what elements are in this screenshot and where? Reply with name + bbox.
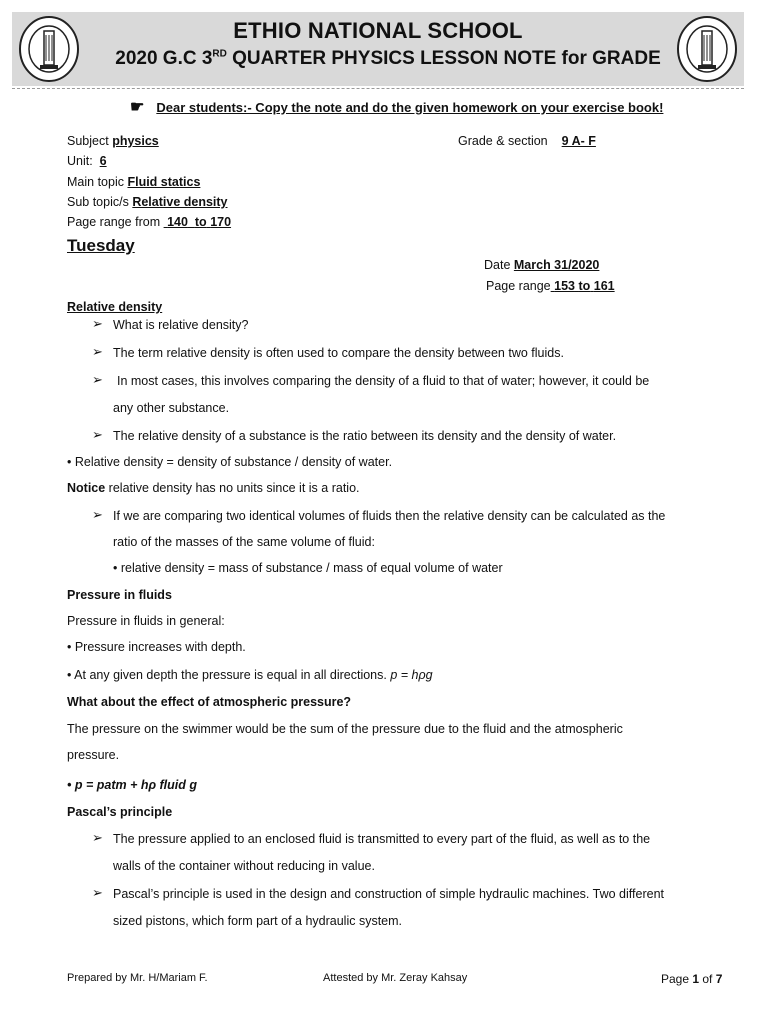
bullet-arrow-icon: ➢ — [92, 372, 103, 387]
pointing-hand-icon: ☛ — [130, 99, 145, 116]
rd-bullet-3-line-1: In most cases, this involves comparing the density of a fluid to that of water; however, it could be — [117, 374, 650, 388]
atmospheric-formula: • p = patm + hρ fluid g — [67, 778, 198, 792]
atmospheric-line-1: The pressure on the swimmer would be the sum of the pressure due to the fluid and the atmospheric — [67, 722, 623, 736]
main-topic-line: Main topic Fluid statics — [67, 175, 201, 189]
rd-bullet-2: The term relative density is often used to compare the density between two fluids. — [113, 346, 564, 360]
pascal-bullet-2-line-2: sized pistons, which form part of a hydraulic system. — [113, 914, 403, 928]
pressure-fluids-heading: Pressure in fluids — [67, 588, 172, 602]
bullet-arrow-icon: ➢ — [92, 830, 103, 845]
pascal-heading: Pascal’s principle — [67, 805, 173, 819]
pressure-intro: Pressure in fluids in general: — [67, 614, 225, 628]
bullet-arrow-icon: ➢ — [92, 885, 103, 900]
pascal-bullet-1-line-1: The pressure applied to an enclosed fluid is transmitted to every part of the fluid, as well as to the — [113, 832, 651, 846]
lesson-note-title: 2020 G.C 3RD QUARTER PHYSICS LESSON NOTE for GRADE — [115, 48, 661, 69]
bullet-arrow-icon: ➢ — [92, 427, 103, 442]
date-line: Date March 31/2020 — [484, 258, 600, 272]
rd-bullet-1: What is relative density? — [113, 318, 249, 332]
bullet-arrow-icon: ➢ — [92, 344, 103, 359]
grade-section-line: Grade & section 9 A- F — [458, 134, 596, 148]
rd-bullet-5-line-1: If we are comparing two identical volumes of fluids then the relative density can be calculated as the — [113, 509, 666, 523]
rd-bullet-5-line-2: ratio of the masses of the same volume of fluid: — [113, 535, 375, 549]
rd-bullet-4: The relative density of a substance is the ratio between its density and the density of water. — [113, 429, 617, 443]
rd-bullet-3-line-2: any other substance. — [113, 401, 230, 415]
date-page-range-line: Page range 153 to 161 — [486, 279, 615, 293]
school-name: ETHIO NATIONAL SCHOOL — [233, 18, 523, 43]
student-notice: ☛ Dear students:- Copy the note and do the given homework on your exercise book! — [130, 99, 664, 116]
school-seal-icon — [676, 15, 738, 83]
pascal-bullet-2-line-1: Pascal’s principle is used in the design and construction of simple hydraulic machines. Two different — [113, 887, 664, 901]
rd-formula: • Relative density = density of substance / density of water. — [67, 455, 393, 469]
notice-line: Notice relative density has no units since it is a ratio. — [67, 481, 360, 495]
bullet-arrow-icon: ➢ — [92, 507, 103, 522]
day-heading: Tuesday — [67, 236, 135, 255]
header-divider — [12, 88, 744, 89]
footer-prepared-by: Prepared by Mr. H/Mariam F. — [67, 972, 208, 984]
rd-bullet-5-formula: • relative density = mass of substance / mass of equal volume of water — [113, 561, 503, 575]
atmospheric-line-2: pressure. — [67, 748, 120, 762]
page-range-line: Page range from 140 to 170 — [67, 215, 232, 229]
bullet-arrow-icon: ➢ — [92, 316, 103, 331]
page-header — [12, 12, 744, 86]
unit-line: Unit: 6 — [67, 154, 107, 168]
footer-attested-by: Attested by Mr. Zeray Kahsay — [323, 972, 468, 984]
pressure-point-2: • At any given depth the pressure is equal in all directions. p = hρg — [67, 668, 433, 682]
footer-page-number: Page 1 of 7 — [661, 972, 723, 986]
sub-topic-line: Sub topic/s Relative density — [67, 195, 228, 209]
pressure-point-1: • Pressure increases with depth. — [67, 640, 246, 654]
pascal-bullet-1-line-2: walls of the container without reducing in value. — [113, 859, 375, 873]
school-seal-icon — [18, 15, 80, 83]
relative-density-heading: Relative density — [67, 300, 163, 314]
atmospheric-heading: What about the effect of atmospheric pressure? — [67, 695, 352, 709]
subject-line: Subject physics — [67, 134, 159, 148]
